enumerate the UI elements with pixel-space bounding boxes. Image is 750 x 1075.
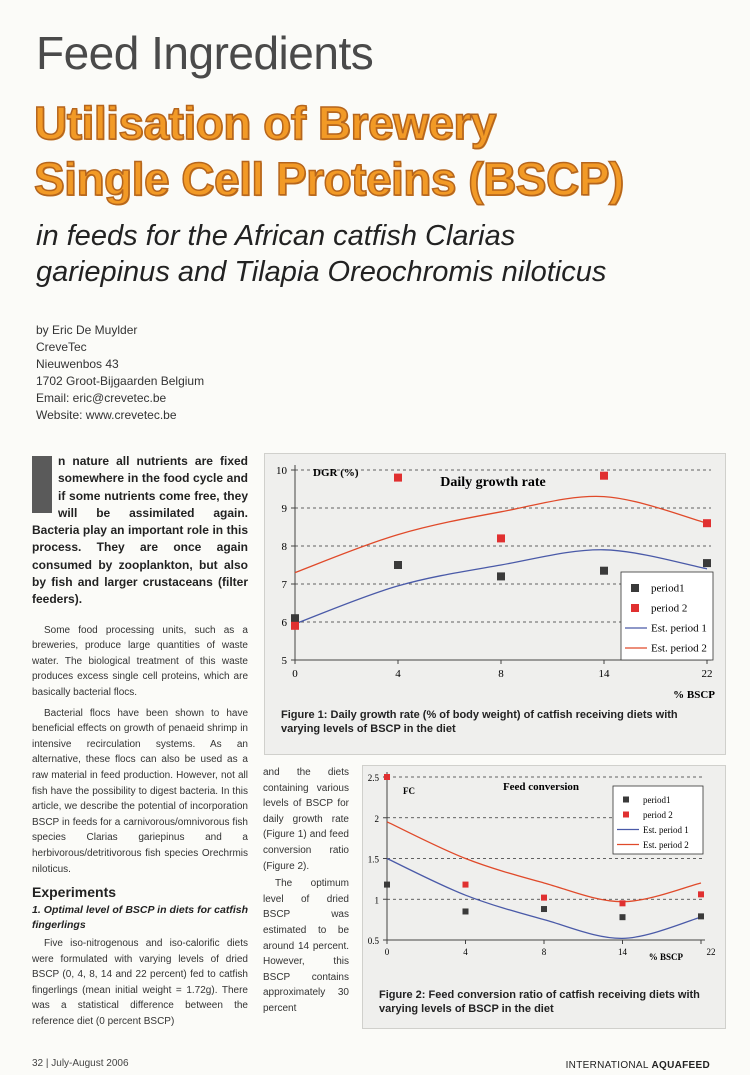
data-point-period-2 (394, 474, 402, 482)
data-point-period-2 (384, 774, 390, 780)
byline-website[interactable]: Website: www.crevetec.be (36, 408, 177, 422)
data-point-period-2 (541, 895, 547, 901)
x-tick-label: 14 (618, 947, 627, 957)
footer-page-info: 32 | July-August 2006 (32, 1058, 129, 1069)
legend-label: period 2 (643, 810, 673, 820)
x-tick-label: 8 (541, 947, 547, 957)
chart-title: Daily growth rate (440, 475, 546, 490)
y-tick-label: 5 (281, 655, 287, 667)
data-point-period-2 (698, 891, 704, 897)
byline-author: by Eric De Muylder (36, 323, 138, 337)
legend-label: Est. period 1 (643, 825, 689, 835)
legend-marker (631, 604, 639, 612)
figure-1-caption: Figure 1: Daily growth rate (% of body weight) of catfish receiving diets with varying levels of BSCP in the diet (281, 709, 678, 735)
data-point-period-2 (600, 472, 608, 480)
figure-2-caption: Figure 2: Feed conversion ratio of catfish receiving diets with varying levels of BSCP in the diet (379, 989, 700, 1015)
y-tick-label: 7 (281, 579, 287, 591)
data-point-period-2 (463, 882, 469, 888)
heading-experiments: Experiments (32, 884, 117, 901)
data-point-period1 (463, 908, 469, 914)
x-tick-label: 22 (701, 668, 713, 680)
y-tick-label: 9 (281, 503, 287, 515)
data-point-period-2 (703, 519, 711, 527)
x-tick-label: 22 (706, 947, 716, 957)
y-tick-label: 1.5 (367, 854, 379, 865)
byline-street: Nieuwenbos 43 (36, 357, 119, 371)
x-tick-label: 0 (292, 668, 298, 680)
x-axis-label: % BSCP (648, 952, 683, 962)
footer-publication-a: INTERNATIONAL (565, 1060, 649, 1071)
paragraph-1: Some food processing units, such as a breweries, produce large quantities of waste water. The biological treatment of this waste produces excess single cell proteins, which are basically bacterial flocs. (32, 624, 248, 699)
y-tick-label: 0.5 (367, 936, 379, 946)
section-heading: Feed Ingredients (36, 27, 374, 79)
data-point-period1 (698, 913, 704, 919)
y-tick-label: 6 (281, 617, 287, 629)
article-subtitle-line2: gariepinus and Tilapia Oreochromis niloticus (36, 256, 607, 288)
paragraph-2: Bacterial flocs have been shown to have beneficial effects on growth of penaeid shrimp in intensive recirculation systems. As an alternative, these flocs can also be used as a raw material in feed production. However, not all fish have the possibility to digest bacteria. In this article, we describe the potential of incorporation BSCP in feeds for a carnivorous/omnivorous fish species Clarias gariepinus and a herbivorous/detritivorous fish species Orechrmis niloticus. (32, 707, 248, 875)
subheading-optimal-level: 1. Optimal level of BSCP in diets for catfish fingerlings (32, 903, 248, 932)
data-point-period1 (291, 614, 299, 622)
legend-label: period1 (643, 795, 671, 805)
legend-label: Est. period 1 (651, 622, 707, 635)
legend-label: Est. period 2 (651, 642, 707, 655)
data-point-period1 (620, 914, 626, 920)
y-tick-label: 2.5 (367, 773, 379, 783)
data-point-period1 (497, 572, 505, 580)
lead-text: n nature all nutrients are fixed somewhere in the food cycle and if some nutrients come free, they will be assimilated again. Bacteria play an important role in this process. They are once again consumed by zooplankton, but also by fish and larger crustaceans (filter feeders). (32, 454, 248, 607)
footer-publication-b: AQUAFEED (651, 1060, 710, 1071)
byline-email[interactable]: Email: eric@crevetec.be (36, 391, 167, 405)
legend-marker (623, 812, 629, 818)
paragraph-3: Five iso-nitrogenous and iso-calorific diets were formulated with varying levels of dried BSCP (0, 4, 8, 14 and 22 percent) fed to catfish fingerlings (mean initial weight = 1.72g). There was a statistical difference between the reference diet (0 percent BSCP) (32, 937, 248, 1027)
article-subtitle-line1: in feeds for the African catfish Clarias (36, 220, 516, 252)
y-axis-label: DGR (%) (313, 467, 359, 479)
byline-city: 1702 Groot-Bijgaarden Belgium (36, 374, 205, 388)
data-point-period-2 (497, 534, 505, 542)
legend-label: period1 (651, 582, 685, 595)
x-tick-label: 4 (463, 947, 468, 957)
y-tick-label: 2 (374, 813, 379, 824)
figure-2-chart (363, 766, 725, 981)
body-column-1 (32, 453, 248, 1030)
legend-label: Est. period 2 (643, 840, 689, 850)
drop-cap (32, 456, 52, 513)
x-tick-label: 4 (395, 668, 401, 680)
x-tick-label: 14 (598, 668, 610, 680)
data-point-period1 (541, 906, 547, 912)
body-column-2 (263, 765, 349, 1017)
article-title-line2: Single Cell Proteins (BSCP) (34, 153, 624, 205)
data-point-period-2 (291, 622, 299, 630)
legend-marker (631, 584, 639, 592)
y-tick-label: 8 (281, 541, 287, 553)
author-byline (36, 322, 204, 424)
legend-marker (623, 797, 629, 803)
y-tick-label: 1 (374, 895, 379, 906)
x-tick-label: 8 (498, 668, 504, 680)
article-title-line1: Utilisation of Brewery (34, 97, 496, 149)
x-tick-label: 0 (384, 947, 390, 957)
data-point-period1 (703, 559, 711, 567)
data-point-period-2 (620, 900, 626, 906)
footer-publication (566, 1060, 710, 1071)
y-axis-label: FC (403, 786, 415, 796)
legend-label: period 2 (651, 602, 688, 615)
figure-2 (362, 765, 726, 1029)
x-axis-label: % BSCP (673, 689, 715, 699)
figure-1-chart (265, 454, 725, 699)
paragraph-col2b: The optimum level of dried BSCP was estimated to be around 14 percent. However, this BSCP contains approximately 30 percent (263, 878, 349, 1014)
data-point-period1 (600, 567, 608, 575)
chart-title: Feed conversion (502, 781, 580, 793)
data-point-period1 (394, 561, 402, 569)
paragraph-col2: and the diets containing various levels of BSCP for daily growth rate (Figure 1) and feed conversion ratio (Figure 2). (263, 767, 349, 872)
byline-company: CreveTec (36, 340, 87, 354)
lead-paragraph (32, 453, 248, 609)
figure-1 (264, 453, 726, 755)
y-tick-label: 10 (276, 465, 287, 477)
data-point-period1 (384, 882, 390, 888)
